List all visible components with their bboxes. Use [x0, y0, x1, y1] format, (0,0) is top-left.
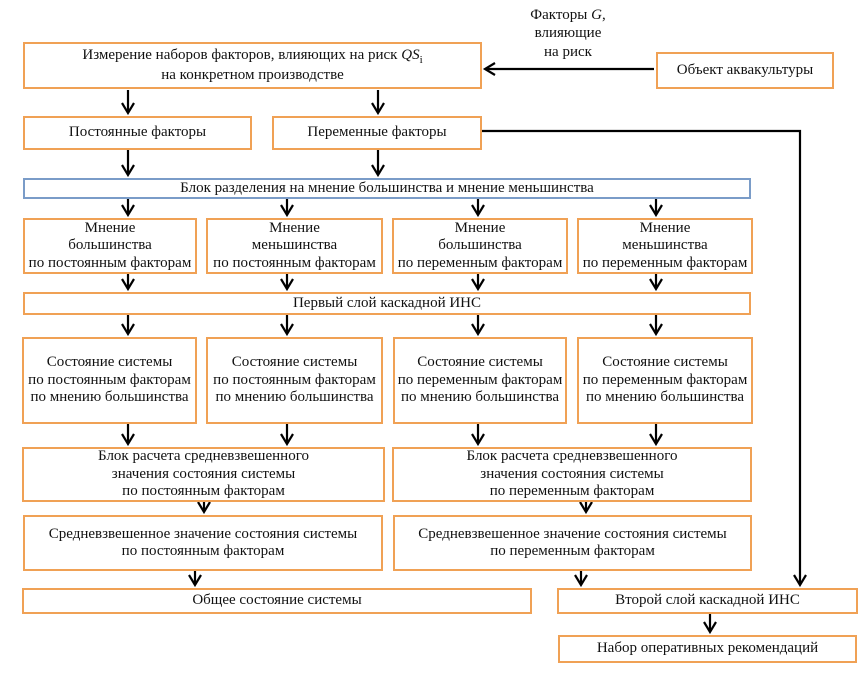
measure-factors-box [23, 42, 482, 89]
cascade-second-layer-label: Второй слой каскадной ИНС [615, 592, 800, 609]
state-variable-majority-box-2: Состояние системы по переменным факторам по мнению большинства [577, 337, 753, 424]
overall-state-label: Общее состояние системы [192, 592, 362, 609]
measure-box-text-line2: на конкретном производстве [161, 66, 344, 83]
weighted-calc-variable-box: Блок расчета средневзвешенного значения состояния системы по переменным факторам [392, 447, 752, 502]
opinion-minority-variable-box: Мнение меньшинства по переменным факторам [577, 218, 753, 274]
risk-formula-subscript: i [419, 53, 423, 66]
factors-label-line3: на риск [544, 43, 592, 60]
opinion-minority-constant-box: Мнение меньшинства по постоянным факторам [206, 218, 383, 274]
factors-label-line2: влияющие [534, 25, 602, 42]
measure-box-text: Измерение наборов факторов, влияющих на риск [82, 46, 398, 63]
state-variable-majority-box-1: Состояние системы по переменным факторам по мнению большинства [393, 337, 567, 424]
opinion-majority-variable-box: Мнение большинства по переменным факторам [392, 218, 568, 274]
opinion-majority-constant-box: Мнение большинства по постоянным факторам [23, 218, 197, 274]
cascade-first-layer-label: Первый слой каскадной ИНС [292, 294, 482, 311]
weighted-value-variable-box: Средневзвешенное значение состояния системы по переменным факторам [393, 515, 752, 571]
opinion-split-label: Блок разделения на мнение большинства и мнение меньшинства [180, 179, 594, 196]
state-constant-majority-box-2: Состояние системы по постоянным факторам по мнению большинства [206, 337, 383, 424]
aquaculture-object-label: Объект аквакультуры [676, 61, 814, 78]
factors-label-comma: , [601, 7, 606, 23]
overall-state-box [22, 588, 532, 614]
factors-g-label [503, 6, 633, 64]
weighted-value-constant-box: Средневзвешенное значение состояния системы по постоянным факторам [23, 515, 383, 571]
constant-factors-box [23, 116, 252, 150]
constant-factors-label: Постоянные факторы [68, 124, 207, 141]
cascade-first-layer-box [23, 292, 751, 315]
variable-factors-box [272, 116, 482, 150]
cascade-second-layer-box [557, 588, 858, 614]
recommendations-label: Набор оперативных рекомендаций [596, 640, 819, 657]
variable-factors-label: Переменные факторы [307, 124, 447, 141]
factors-label-text: Факторы [530, 7, 592, 23]
risk-formula: QS [401, 46, 420, 63]
factors-label-var: G [591, 7, 602, 23]
opinion-split-block [23, 178, 751, 199]
aquaculture-object-box [656, 52, 834, 89]
weighted-calc-constant-box: Блок расчета средневзвешенного значения состояния системы по постоянным факторам [22, 447, 385, 502]
state-constant-majority-box-1: Состояние системы по постоянным факторам по мнению большинства [22, 337, 197, 424]
recommendations-box [558, 635, 857, 663]
